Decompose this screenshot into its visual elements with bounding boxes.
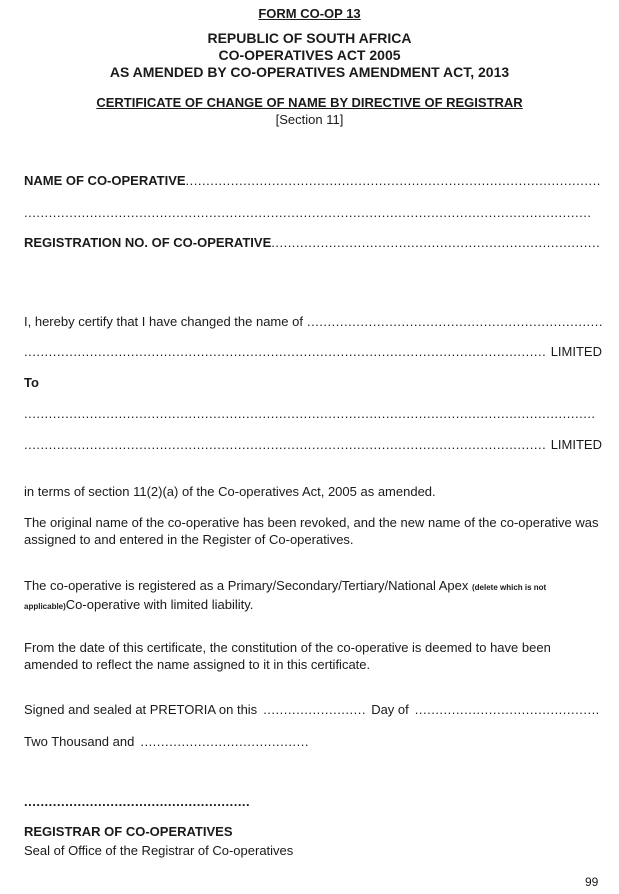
registrar-title: REGISTRAR OF CO-OPERATIVES: [24, 824, 233, 839]
year-field[interactable]: [140, 734, 310, 749]
dotted-fill: [24, 794, 250, 809]
dotted-fill: [24, 344, 547, 359]
registration-type-paragraph: [24, 577, 606, 615]
dotted-fill: [24, 205, 592, 220]
header-line-2: CO-OPERATIVES ACT 2005: [218, 47, 401, 63]
to-label: To: [24, 375, 39, 390]
terms-paragraph: in terms of section 11(2)(a) of the Co-operatives Act, 2005 as amended.: [24, 484, 436, 499]
two-thousand-label: Two Thousand and: [24, 734, 135, 749]
registration-number-field[interactable]: [24, 235, 600, 250]
constitution-paragraph: From the date of this certificate, the constitution of the co-operative is deemed to have been amended to reflect the name assigned to it in this certificate.: [24, 640, 551, 672]
dotted-fill: [24, 437, 547, 452]
registration-number-label: REGISTRATION NO. OF CO-OPERATIVE: [24, 235, 272, 250]
header-line-3: AS AMENDED BY CO-OPERATIVES AMENDMENT ACT, 2013: [109, 64, 510, 80]
page-number: 99: [585, 875, 599, 889]
month-field[interactable]: [415, 702, 600, 717]
name-continuation-line[interactable]: [24, 205, 592, 220]
year-line: [24, 734, 310, 749]
signed-sealed-line: [24, 702, 600, 717]
name-of-cooperative-label: NAME OF CO-OPERATIVE: [24, 173, 186, 188]
header-line-1: REPUBLIC OF SOUTH AFRICA: [207, 30, 412, 46]
dotted-fill: [307, 314, 602, 329]
registration-type-end: Co-operative with limited liability.: [65, 597, 254, 612]
limited-suffix-old: LIMITED: [550, 344, 602, 359]
new-name-line[interactable]: [24, 406, 596, 421]
dotted-fill: [271, 235, 600, 250]
dotted-fill: [186, 173, 600, 188]
dotted-fill: [24, 406, 596, 421]
day-of-label: Day of: [371, 702, 409, 717]
signed-at-label: Signed and sealed at PRETORIA on this: [24, 702, 258, 717]
signature-line[interactable]: [24, 794, 250, 809]
certify-intro: I, hereby certify that I have changed the name of: [24, 314, 303, 329]
registration-type-text: The co-operative is registered as a Primary/Secondary/Tertiary/National Apex: [24, 578, 472, 593]
name-of-cooperative-field[interactable]: [24, 173, 600, 188]
old-name-field[interactable]: [24, 314, 602, 329]
seal-of-office: Seal of Office of the Registrar of Co-operatives: [24, 843, 294, 858]
form-code: FORM CO-OP 13: [258, 6, 361, 21]
delete-note: (delete which is not applicable): [24, 583, 547, 611]
new-name-limited-line[interactable]: [24, 437, 602, 452]
limited-suffix-new: LIMITED: [550, 437, 602, 452]
revoked-paragraph: The original name of the co-operative has been revoked, and the new name of the co-operative was assigned to and entered in the Register of Co-operatives.: [24, 515, 599, 547]
old-name-limited-line[interactable]: [24, 344, 602, 359]
day-field[interactable]: [263, 702, 365, 717]
section-reference: [Section 11]: [275, 112, 344, 127]
certificate-title: CERTIFICATE OF CHANGE OF NAME BY DIRECTIVE OF REGISTRAR: [96, 95, 523, 110]
